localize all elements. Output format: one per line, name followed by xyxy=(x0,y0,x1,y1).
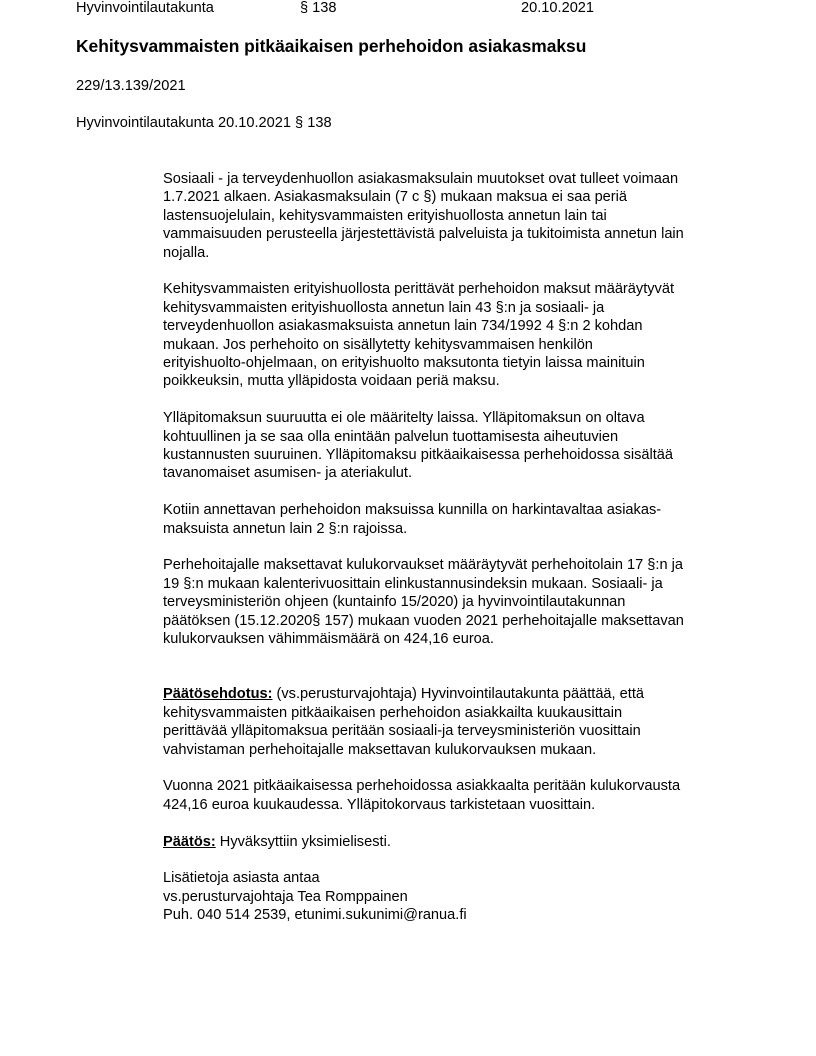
proposal-intro: (vs.perusturvajohtaja) Hyvinvointilautakunta päättää, että xyxy=(272,686,645,703)
text-line: poikkeuksin, mutta ylläpidosta voidaan periä maksu. xyxy=(163,373,500,390)
paragraph-legislation xyxy=(163,170,743,262)
text-line: kustannusten suuruinen. Ylläpitomaksu pitkäaikaisessa perhehoidossa sisältää xyxy=(163,447,674,464)
text-line: tavanomaiset asumisen- ja ateriakulut. xyxy=(163,465,413,482)
text-line: erityishuolto-ohjelmaan, on erityishuolto maksutonta tietyin laissa mainituin xyxy=(163,355,645,372)
text-line: Kotiin annettavan perhehoidon maksuissa kunnilla on harkintavaltaa asiakas- xyxy=(163,502,662,519)
decision-proposal xyxy=(163,685,743,759)
text-line: terveydenhuollon asiakasmaksuista annetun lain 734/1992 4 §:n 2 kohdan xyxy=(163,318,643,335)
text-line: terveysministeriön ohjeen (kuntainfo 15/2020) ja hyvinvointilautakunnan xyxy=(163,594,626,611)
header-section: § 138 xyxy=(300,0,337,16)
contact-line: Puh. 040 514 2539, etunimi.sukunimi@ranua.fi xyxy=(163,907,467,924)
text-line: maksuista annetun lain 2 §:n rajoissa. xyxy=(163,520,408,537)
text-line: Vuonna 2021 pitkäaikaisessa perhehoidossa asiakkaalta peritään kulukorvausta xyxy=(163,778,681,795)
meeting-reference: Hyvinvointilautakunta 20.10.2021 § 138 xyxy=(76,115,332,131)
paragraph-home-care xyxy=(163,501,743,538)
document-title: Kehitysvammaisten pitkäaikaisen perhehoidon asiakasmaksu xyxy=(76,36,587,56)
header-committee: Hyvinvointilautakunta xyxy=(76,0,214,16)
text-line: kohtuullinen ja se saa olla enintään palvelun tuottamisesta aiheutuvien xyxy=(163,428,619,445)
text-line: kehitysvammaisten erityishuollosta annetun lain 43 §:n ja sosiaali- ja xyxy=(163,299,605,316)
text-line: nojalla. xyxy=(163,244,210,261)
header-date: 20.10.2021 xyxy=(521,0,595,16)
text-line: vammaisuuden perusteella järjestettävistä palveluista ja tukitoimista annetun lain xyxy=(163,226,684,243)
text-line: lastensuojelulain, kehitysvammaisten erityishuollosta annetun lain tai xyxy=(163,207,607,224)
page-header xyxy=(76,0,776,19)
record-id: 229/13.139/2021 xyxy=(76,78,186,94)
proposal-amount-paragraph xyxy=(163,777,743,814)
decision-line xyxy=(163,833,743,851)
contact-line: Lisätietoja asiasta antaa xyxy=(163,870,320,887)
contact-info xyxy=(163,869,743,924)
text-line: 19 §:n mukaan kalenterivuosittain elinkustannusindeksin mukaan. Sosiaali- ja xyxy=(163,575,663,592)
text-line: Kehitysvammaisten erityishuollosta perittävät perhehoidon maksut määräytyvät xyxy=(163,281,675,298)
paragraph-fees xyxy=(163,280,743,390)
text-line: kehitysvammaisten pitkäaikaisen perhehoidon asiakkailta kuukausittain xyxy=(163,704,623,721)
paragraph-compensation xyxy=(163,556,743,648)
text-line: kulukorvauksen vähimmäismäärä on 424,16 euroa. xyxy=(163,631,494,648)
text-line: Ylläpitomaksun suuruutta ei ole määritelty laissa. Ylläpitomaksun on oltava xyxy=(163,410,645,427)
text-line: perittävää ylläpitomaksua peritään sosiaali-ja terveysministeriön vuosittain xyxy=(163,723,641,740)
text-line: mukaan. Jos perhehoito on sisällytetty kehitysvammaisen henkilön xyxy=(163,336,593,353)
decision-text: Hyväksyttiin yksimielisesti. xyxy=(215,833,391,850)
contact-line: vs.perusturvajohtaja Tea Romppainen xyxy=(163,888,408,905)
text-line: päätöksen (15.12.2020§ 157) mukaan vuoden 2021 perhehoitajalle maksettavan xyxy=(163,612,684,629)
proposal-label: Päätösehdotus: xyxy=(163,686,273,703)
decision-label: Päätös: xyxy=(163,833,216,850)
paragraph-maintenance xyxy=(163,409,743,483)
text-line: vahvistaman perhehoitajalle maksettavan kulukorvauksen mukaan. xyxy=(163,741,597,758)
document-body xyxy=(163,170,743,925)
decision xyxy=(163,833,743,851)
text-line: Sosiaali - ja terveydenhuollon asiakasmaksulain muutokset ovat tulleet voimaan xyxy=(163,171,679,187)
text-line: 424,16 euroa kuukaudessa. Ylläpitokorvaus tarkistetaan vuosittain. xyxy=(163,796,596,813)
text-line: 1.7.2021 alkaen. Asiakasmaksulain (7 c §) mukaan maksua ei saa periä xyxy=(163,189,628,206)
text-line: Perhehoitajalle maksettavat kulukorvaukset määräytyvät perhehoitolain 17 §:n ja xyxy=(163,557,683,574)
proposal-first-line xyxy=(163,685,743,703)
